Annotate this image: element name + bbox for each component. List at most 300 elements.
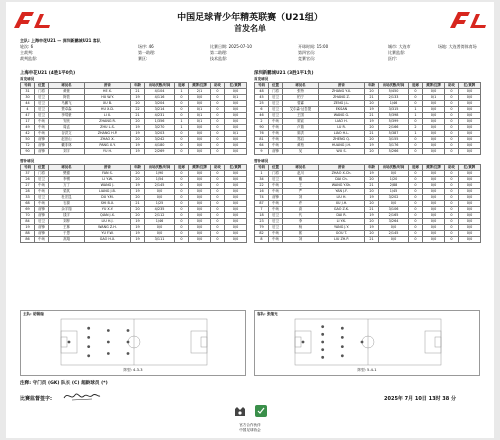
table-cell: 0 — [211, 107, 225, 113]
table-cell: 后卫 — [269, 95, 283, 101]
table-cell: WANG G. — [319, 113, 365, 119]
table-cell: 后卫 — [269, 177, 283, 183]
table-cell: 0 — [211, 143, 225, 149]
table-cell: 0 — [211, 195, 225, 201]
table-cell: 34 — [255, 177, 269, 183]
table-cell: 0/0 — [189, 143, 211, 149]
table-cell: 3/204 — [145, 101, 175, 107]
table-cell: 4/235 — [145, 207, 175, 213]
table-cell: 90 — [255, 125, 269, 131]
table-cell: 杨 — [283, 225, 319, 231]
table-cell: WANG Z.H. — [85, 225, 131, 231]
table-cell: 0 — [409, 225, 423, 231]
table-cell: 1/25 — [145, 201, 175, 207]
player-marker — [321, 356, 324, 359]
table-cell: 王林 — [49, 225, 85, 231]
table-cell: 20 — [131, 213, 145, 219]
table-cell: 后卫 — [35, 101, 49, 107]
table-cell: 中场 — [35, 189, 49, 195]
table-cell: 0/0 — [379, 225, 409, 231]
table-cell: 0 — [409, 219, 423, 225]
table-cell: 31 — [21, 89, 35, 95]
table-cell: 刘梓 — [49, 219, 85, 225]
table-cell: 0 — [409, 189, 423, 195]
table-cell: 0 — [409, 231, 423, 237]
table-cell: WU S. — [319, 149, 365, 155]
player-marker — [127, 329, 130, 332]
table-cell: 0/0 — [189, 219, 211, 225]
table-cell: 0 — [445, 219, 459, 225]
table-cell: 0/0 — [459, 195, 481, 201]
table-cell: 3/106 — [379, 207, 409, 213]
table-cell: 中场 — [35, 125, 49, 131]
table-cell: 0/0 — [225, 207, 247, 213]
table-cell: 0/0 — [459, 171, 481, 177]
table-cell: 68 — [21, 201, 35, 207]
away-formation-title: 客队: 张继光 — [257, 312, 278, 316]
table-cell: 前锋 — [35, 231, 49, 237]
table-cell: 18 — [255, 213, 269, 219]
table-cell: 0/0 — [225, 143, 247, 149]
table-cell: 6 — [255, 107, 269, 113]
player-marker — [341, 327, 344, 330]
table-cell: 0/0 — [225, 119, 247, 125]
table-cell: 19 — [365, 195, 379, 201]
table-cell: 0/0 — [189, 177, 211, 183]
column-header: 位置 — [269, 165, 283, 171]
info-supervisor: 比赛监督: — [388, 50, 406, 55]
table-cell: 高 — [283, 207, 319, 213]
table-cell: ZENG J.L. — [319, 101, 365, 107]
table-cell: 5/266 — [379, 149, 409, 155]
footer-line1: 官方合作伙伴 — [239, 423, 261, 427]
table-cell: DAI Ch. — [319, 177, 365, 183]
table-cell: 0 — [175, 113, 189, 119]
player-marker — [321, 348, 324, 351]
table-cell: YU X.Y. — [85, 207, 131, 213]
table-cell: YU H. — [85, 149, 131, 155]
table-cell: 64 — [255, 143, 269, 149]
table-cell: 0/0 — [225, 213, 247, 219]
player-marker — [321, 325, 324, 328]
table-cell: 84 — [21, 219, 35, 225]
column-header: 位置 — [35, 83, 49, 89]
table-cell: 樊德 — [49, 171, 85, 177]
table-cell: 0/0 — [145, 225, 175, 231]
table-cell: 门将 — [35, 171, 49, 177]
table-cell: 20 — [365, 125, 379, 131]
table-cell: 1 — [175, 125, 189, 131]
home-formation-box — [20, 310, 246, 376]
table-cell: 17 — [21, 119, 35, 125]
table-cell: 19 — [21, 225, 35, 231]
table-cell: 20 — [131, 195, 145, 201]
table-cell: 钱宇 — [49, 213, 85, 219]
table-cell: GAO H.X. — [85, 237, 131, 243]
info-tech: 技术监督: — [210, 56, 228, 61]
table-cell: 廖宸 — [283, 119, 319, 125]
table-cell: ZHU L.S. — [85, 125, 131, 131]
table-cell: 0/1 — [225, 95, 247, 101]
table-cell: 0/0 — [423, 183, 445, 189]
table-cell: HU X.D. — [85, 107, 131, 113]
table-cell: 0/0 — [459, 107, 481, 113]
table-cell: 杜宏昆 — [49, 195, 85, 201]
table-cell: 1/20 — [379, 177, 409, 183]
table-cell: 后卫 — [269, 219, 283, 225]
table-cell: 0 — [211, 219, 225, 225]
table-cell: 0 — [445, 137, 459, 143]
table-cell: LIANG J.B. — [85, 189, 131, 195]
table-cell: 0/0 — [459, 119, 481, 125]
table-cell: 中场 — [35, 119, 49, 125]
table-cell: 69 — [21, 207, 35, 213]
table-cell: 0/1 — [189, 119, 211, 125]
away-subs-table — [254, 164, 481, 243]
table-cell: 70 — [21, 213, 35, 219]
table-cell: 0/0 — [189, 225, 211, 231]
table-cell: 0 — [175, 219, 189, 225]
table-cell: 前锋 — [35, 225, 49, 231]
column-header: 助攻 — [211, 165, 225, 171]
table-cell: 3/214 — [145, 107, 175, 113]
table-cell: 0 — [175, 213, 189, 219]
pitch-penalty-box — [425, 331, 441, 353]
column-header: 出场次数/时间 — [379, 83, 409, 89]
column-header: 号码 — [255, 165, 269, 171]
table-cell: 0 — [445, 201, 459, 207]
table-cell: 中场 — [35, 183, 49, 189]
table-cell: 0/0 — [423, 137, 445, 143]
player-marker — [361, 341, 364, 344]
player-marker — [341, 336, 344, 339]
table-cell: YU F.W. — [85, 231, 131, 237]
table-cell: 吴 — [283, 149, 319, 155]
table-cell: 贾卓森 — [49, 107, 85, 113]
table-cell: 0 — [445, 225, 459, 231]
table-cell: 0/0 — [225, 107, 247, 113]
table-cell: 0 — [175, 201, 189, 207]
info-ar2: 第二助理: — [210, 50, 228, 55]
table-cell: 20 — [131, 171, 145, 177]
table-cell: 0/0 — [423, 207, 445, 213]
column-header: 拼音 — [85, 83, 131, 89]
table-cell: 21 — [365, 95, 379, 101]
table-cell: 16 — [255, 189, 269, 195]
table-cell: 0 — [445, 171, 459, 177]
table-cell: 后卫 — [269, 107, 283, 113]
column-header: 红/黄牌 — [459, 83, 481, 89]
column-header: 拼音 — [85, 165, 131, 171]
table-cell: GAO Z.K. — [319, 207, 365, 213]
table-cell: 23 — [255, 219, 269, 225]
table-cell: 19 — [131, 95, 145, 101]
table-cell: 19 — [131, 189, 145, 195]
player-marker — [127, 341, 130, 344]
column-header: 球员名 — [283, 83, 319, 89]
table-cell: 后卫 — [269, 213, 283, 219]
table-cell: 0/0 — [459, 225, 481, 231]
player-marker — [107, 329, 110, 332]
table-cell: 0/0 — [423, 89, 445, 95]
column-header: 助攻 — [211, 83, 225, 89]
table-cell: 0/0 — [459, 95, 481, 101]
table-cell: 21 — [365, 113, 379, 119]
column-header: 年龄 — [365, 83, 379, 89]
table-cell: 3/155 — [379, 137, 409, 143]
table-cell: 0 — [175, 231, 189, 237]
table-cell: 0/0 — [459, 207, 481, 213]
table-cell: 2 — [255, 119, 269, 125]
table-cell: 前锋 — [269, 149, 283, 155]
pitch-goal-box — [201, 337, 207, 347]
sponsor-logos — [6, 404, 494, 418]
table-cell: 0 — [211, 137, 225, 143]
table-cell: 19 — [131, 143, 145, 149]
player-marker — [68, 341, 71, 344]
table-cell: WANG J. — [85, 183, 131, 189]
table-cell: 19 — [131, 149, 145, 155]
kelme-logo-icon — [232, 404, 248, 418]
table-cell: 0/1 — [189, 107, 211, 113]
table-cell: 2/269 — [145, 149, 175, 155]
table-cell: 0/1 — [225, 131, 247, 137]
table-cell: 0 — [445, 207, 459, 213]
table-cell: 0 — [409, 237, 423, 243]
table-cell: 中场 — [269, 125, 283, 131]
table-cell: 0/0 — [379, 237, 409, 243]
player-marker — [107, 352, 110, 355]
table-cell: 0/0 — [225, 171, 247, 177]
table-cell: 19 — [365, 107, 379, 113]
table-cell: 2 — [409, 125, 423, 131]
info-ref-assessor: 裁判监督: — [20, 56, 38, 61]
table-cell: 0/1 — [423, 95, 445, 101]
table-cell: 刘宇 — [49, 149, 85, 155]
table-cell: 2/1 — [189, 89, 211, 95]
table-cell: 20 — [365, 137, 379, 143]
info-zone: 赛区: — [138, 56, 148, 61]
column-header: 进球 — [409, 83, 423, 89]
player-marker — [87, 327, 90, 330]
table-cell: 前锋 — [269, 195, 283, 201]
page-subtitle: 首发名单 — [234, 24, 266, 33]
table-cell: 0 — [445, 237, 459, 243]
table-cell: 中场 — [269, 143, 283, 149]
table-cell: 赵崇山 — [49, 137, 85, 143]
table-cell: 0/0 — [225, 237, 247, 243]
column-header: 出场次数/时间 — [145, 83, 175, 89]
table-cell: XU B. — [85, 101, 131, 107]
table-cell: 86 — [21, 237, 35, 243]
table-cell: 0 — [445, 189, 459, 195]
table-cell: 0 — [211, 189, 225, 195]
table-cell: 47 — [21, 113, 35, 119]
table-cell: HUANG J.H. — [319, 143, 365, 149]
table-cell: 0/0 — [459, 89, 481, 95]
table-cell: 0/0 — [225, 231, 247, 237]
table-cell: 0 — [409, 137, 423, 143]
table-cell: 后卫 — [35, 177, 49, 183]
column-header: 位置 — [269, 83, 283, 89]
table-cell: 22 — [255, 183, 269, 189]
lineup-sheet — [6, 2, 494, 438]
table-cell: 0/0 — [189, 213, 211, 219]
table-cell: 0 — [175, 107, 189, 113]
table-cell: 0/0 — [459, 219, 481, 225]
table-cell: 20 — [365, 89, 379, 95]
table-cell: 0/0 — [423, 195, 445, 201]
table-cell: 赵川 — [283, 171, 319, 177]
table-cell: 后卫 — [35, 219, 49, 225]
table-cell: 0/0 — [145, 189, 175, 195]
column-header: 出场次数/时间 — [145, 165, 175, 171]
table-cell: 0 — [211, 177, 225, 183]
table-cell: 后卫 — [35, 107, 49, 113]
home-team-header: 上海申花U21 (4胜1平0负) — [20, 71, 76, 76]
table-cell: 0/0 — [459, 113, 481, 119]
table-cell: 高翔 — [49, 237, 85, 243]
table-cell: 0/0 — [225, 113, 247, 119]
table-cell: EKSAN — [319, 107, 365, 113]
table-cell: 0 — [409, 143, 423, 149]
table-cell: 19 — [131, 219, 145, 225]
table-cell: 艾尔森·达吾提 — [283, 107, 319, 113]
table-cell: 7 — [255, 207, 269, 213]
table-cell: 3/242 — [145, 137, 175, 143]
table-cell: 0 — [175, 143, 189, 149]
table-cell: 0/0 — [379, 201, 409, 207]
table-cell: 0/0 — [459, 183, 481, 189]
table-cell: 20 — [131, 207, 145, 213]
info-medical: 医疗: — [388, 56, 398, 61]
table-cell: 0/0 — [225, 219, 247, 225]
table-cell: 0 — [445, 195, 459, 201]
table-cell: DU Y.M. — [85, 195, 131, 201]
table-cell: 0 — [409, 101, 423, 107]
table-cell: 1 — [175, 119, 189, 125]
table-cell: 0/0 — [459, 143, 481, 149]
table-cell: 0 — [409, 171, 423, 177]
player-marker — [341, 345, 344, 348]
table-cell: 9 — [255, 149, 269, 155]
table-cell: 中场 — [269, 189, 283, 195]
table-cell: 0 — [409, 195, 423, 201]
table-cell: 安欣 — [49, 119, 85, 125]
table-cell: 门将 — [269, 89, 283, 95]
table-cell: 0 — [175, 183, 189, 189]
table-cell: 阿依 — [49, 95, 85, 101]
table-cell: LI X. — [85, 113, 131, 119]
table-cell: 2/112 — [145, 213, 175, 219]
player-marker — [107, 341, 110, 344]
column-header: 年龄 — [365, 165, 379, 171]
table-cell: 中场 — [35, 237, 49, 243]
table-cell: 0 — [409, 207, 423, 213]
table-cell: 21 — [365, 183, 379, 189]
table-cell: 21 — [365, 207, 379, 213]
table-row — [255, 149, 481, 155]
table-cell: 0 — [175, 177, 189, 183]
table-cell: 0/0 — [189, 149, 211, 155]
table-cell: 0/0 — [225, 149, 247, 155]
table-cell: 3/203 — [145, 131, 175, 137]
table-cell: 0 — [175, 189, 189, 195]
column-header: 球员名 — [49, 165, 85, 171]
table-cell: 0 — [211, 125, 225, 131]
table-cell: 0 — [445, 143, 459, 149]
column-header: 黄牌/红牌 — [189, 165, 211, 171]
table-cell: 戴非林 — [49, 143, 85, 149]
table-cell: 谷洪文 — [49, 131, 85, 137]
table-cell: 1 — [175, 89, 189, 95]
table-cell: 中场 — [35, 201, 49, 207]
table-cell: 0 — [211, 231, 225, 237]
table-cell: 中场 — [35, 131, 49, 137]
column-header: 助攻 — [445, 165, 459, 171]
table-cell: 19 — [131, 131, 145, 137]
info-row — [20, 56, 480, 62]
player-marker — [87, 336, 90, 339]
table-cell: 门将 — [269, 171, 283, 177]
table-cell: 79 — [255, 225, 269, 231]
table-cell: 郑启 — [283, 137, 319, 143]
table-cell: 44 — [21, 101, 35, 107]
table-cell: 1/46 — [379, 101, 409, 107]
table-cell: 3/176 — [379, 143, 409, 149]
pitch-penalty-box — [191, 331, 207, 353]
info-venue: 场地: 大连普湾体育场 — [438, 44, 477, 49]
table-cell: 王国 — [283, 113, 319, 119]
table-cell: 后卫 — [35, 113, 49, 119]
column-header: 球员名 — [283, 165, 319, 171]
table-cell: 0/0 — [189, 95, 211, 101]
table-cell: LIU H.J. — [85, 219, 131, 225]
table-cell: 王 — [283, 183, 319, 189]
table-cell: 2/133 — [379, 95, 409, 101]
table-cell: ZHAO X.Ch. — [319, 171, 365, 177]
table-cell: 中场 — [269, 201, 283, 207]
info-fourth: 第四官员: — [298, 50, 316, 55]
table-cell: 0/0 — [225, 189, 247, 195]
table-cell: 20 — [365, 149, 379, 155]
table-cell: 82 — [255, 231, 269, 237]
table-cell: 0/0 — [459, 125, 481, 131]
table-cell: 74 — [255, 195, 269, 201]
table-cell: XU J.H. — [319, 201, 365, 207]
home-starters-label: 首发球员 — [20, 77, 35, 81]
table-cell: 前锋 — [35, 213, 49, 219]
info-round: 轮次: 6 — [20, 44, 34, 49]
table-cell: 0 — [445, 113, 459, 119]
table-cell: 0/0 — [225, 183, 247, 189]
table-cell: 0/0 — [189, 171, 211, 177]
table-cell: 20 — [365, 177, 379, 183]
table-cell: SHI B.X. — [85, 201, 131, 207]
table-cell: 21 — [131, 113, 145, 119]
table-cell: 后卫 — [269, 113, 283, 119]
table-cell: 0/0 — [145, 195, 175, 201]
table-cell: 中场 — [269, 231, 283, 237]
table-cell: 前锋 — [35, 207, 49, 213]
table-cell: ZHANG Y.X. — [319, 89, 365, 95]
table-cell: 0/0 — [423, 119, 445, 125]
table-cell: 0 — [211, 101, 225, 107]
table-cell: FAN S. — [85, 171, 131, 177]
table-cell: 0 — [409, 95, 423, 101]
table-cell: 0 — [409, 201, 423, 207]
table-cell: 黄豪 — [49, 89, 85, 95]
